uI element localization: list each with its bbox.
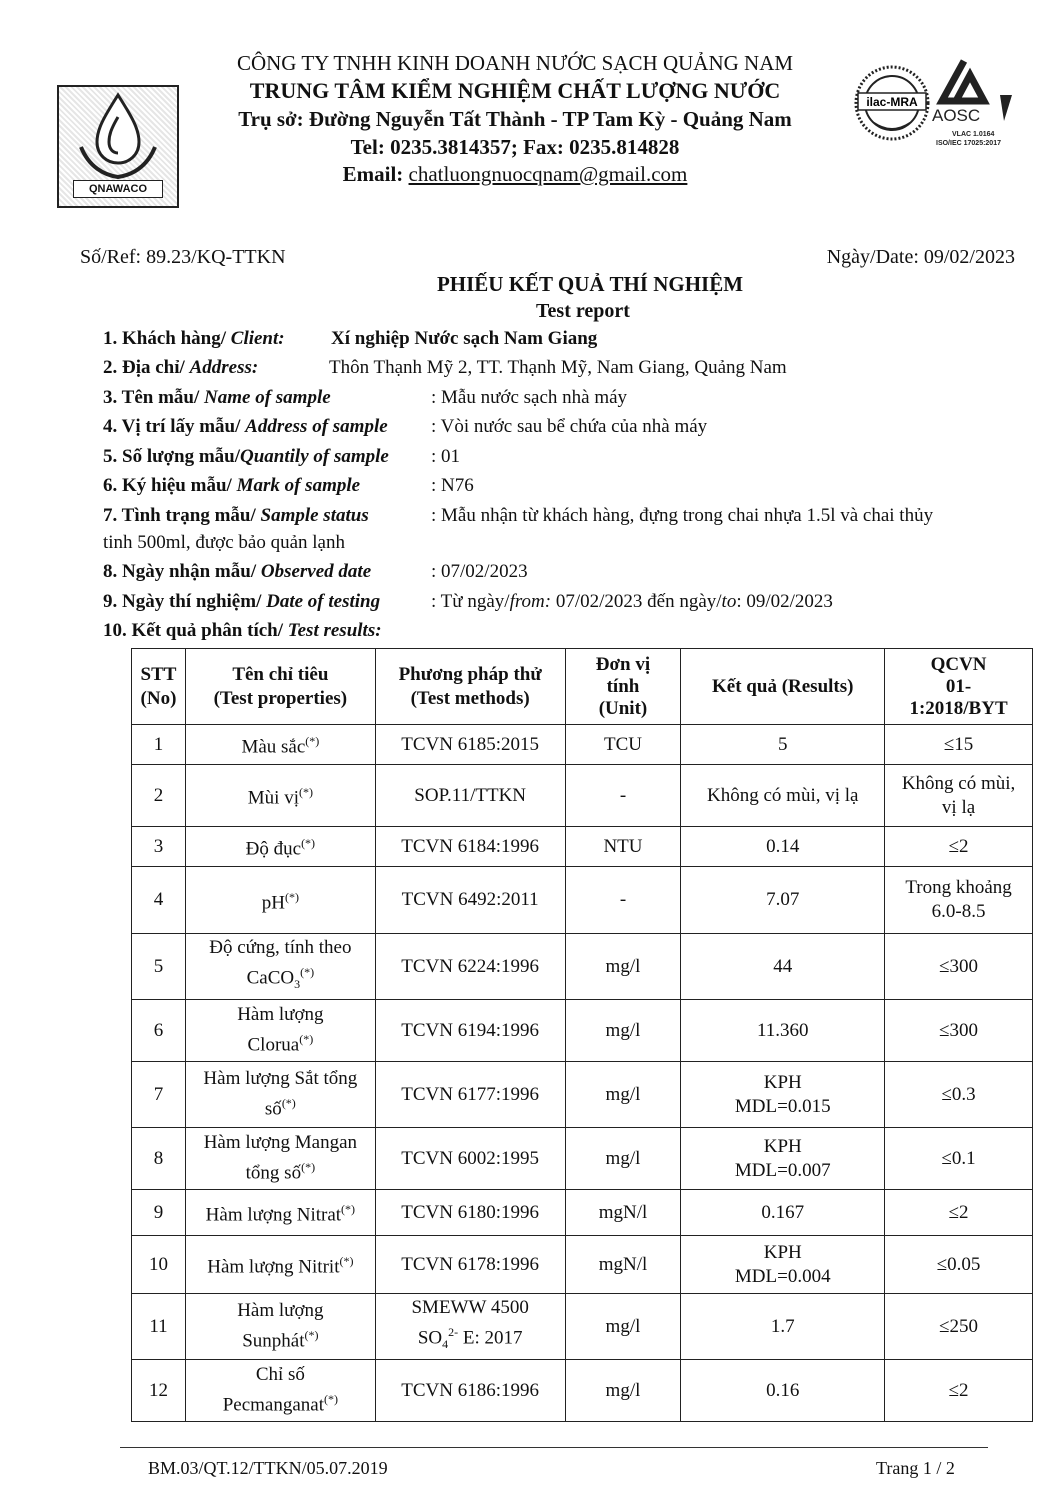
table-cell: ≤300 (885, 934, 1033, 1000)
table-cell (185, 1294, 375, 1360)
quantity-value: : 01 (431, 446, 461, 467)
text-fragment: (*) (284, 889, 299, 904)
table-cell: 44 (681, 934, 885, 1000)
table-cell: 4 (132, 867, 186, 934)
svg-text:VLAC 1.0164: VLAC 1.0164 (952, 131, 995, 138)
text-fragment: 01- (945, 675, 972, 697)
text-fragment: SMEWW 4500 (411, 1297, 529, 1319)
header-method (375, 649, 565, 725)
table-header-row (132, 649, 1033, 725)
info-testing-date (103, 591, 833, 613)
text-fragment: (*) (304, 1328, 319, 1343)
text-fragment: from: (509, 591, 552, 612)
text-fragment: số (264, 1098, 282, 1120)
company-name: CÔNG TY TNHH KINH DOANH NƯỚC SẠCH QUẢNG NAM (236, 51, 794, 75)
table-cell: TCVN 6224:1996 (375, 934, 565, 1000)
info-sample-address (103, 416, 708, 438)
text-fragment: MDL=0.007 (734, 1159, 831, 1181)
text-fragment: (No) (140, 687, 177, 709)
client-value: Xí nghiệp Nước sạch Nam Giang (331, 328, 598, 349)
text-fragment: Pecmanganat (222, 1394, 325, 1416)
sample-name-value: : Mẫu nước sạch nhà máy (431, 387, 628, 408)
text-fragment: Client: (230, 328, 285, 349)
text-fragment: (*) (341, 1202, 356, 1217)
table-cell: - (565, 765, 681, 827)
table-row (132, 934, 1033, 1000)
text-fragment: (*) (299, 1032, 314, 1047)
text-fragment: (Test properties) (213, 687, 348, 709)
text-fragment: Trong khoảng (905, 877, 1012, 898)
text-fragment: CaCO (246, 967, 295, 989)
text-fragment: Hàm lượng Sắt tổng (203, 1068, 358, 1090)
text-fragment: Tên chỉ tiêu (232, 663, 329, 685)
text-fragment: : Từ ngày/ (431, 591, 510, 612)
text-fragment: : 09/02/2023 (736, 591, 833, 612)
info-address (103, 357, 787, 379)
table-cell: 1 (132, 725, 186, 765)
table-cell: 0.16 (681, 1360, 885, 1422)
form-code: BM.03/QT.12/TTKN/05.07.2019 (148, 1458, 388, 1478)
text-fragment: MDL=0.004 (734, 1265, 831, 1287)
text-fragment: Độ đục (245, 838, 302, 860)
table-cell: TCVN 6178:1996 (375, 1236, 565, 1294)
table-cell: NTU (565, 827, 681, 867)
info-sample-name (103, 387, 628, 409)
email-label: Email: (342, 162, 409, 186)
table-cell: mg/l (565, 1062, 681, 1128)
info-status (103, 505, 934, 527)
text-fragment: Hàm lượng Nitrat (205, 1204, 342, 1226)
table-cell: mg/l (565, 1000, 681, 1062)
table-cell (185, 725, 375, 765)
table-cell: 11 (132, 1294, 186, 1360)
table-row (132, 1190, 1033, 1236)
table-row (132, 1062, 1033, 1128)
table-cell: 11.360 (681, 1000, 885, 1062)
text-fragment: Đơn vị (595, 653, 651, 675)
text-fragment: (*) (339, 1254, 354, 1269)
text-fragment: Test results: (287, 620, 382, 641)
table-cell: mgN/l (565, 1236, 681, 1294)
reference-number: Số/Ref: 89.23/KQ-TTKN (80, 246, 286, 268)
text-fragment: KPH (763, 1071, 802, 1093)
text-fragment: QCVN (930, 653, 987, 675)
text-fragment: Chỉ số (255, 1364, 305, 1386)
info-mark (103, 475, 474, 497)
table-cell: mg/l (565, 1294, 681, 1360)
text-fragment: 4 (442, 1337, 449, 1352)
text-fragment: to (721, 591, 737, 612)
text-fragment: (Test methods) (410, 687, 530, 709)
text-fragment: 4. Vị trí lấy mẫu/ (103, 416, 246, 437)
table-cell: TCVN 6184:1996 (375, 827, 565, 867)
table-cell (185, 827, 375, 867)
svg-text:ISO/IEC 17025:2017: ISO/IEC 17025:2017 (936, 140, 1001, 147)
table-row (132, 867, 1033, 934)
info-observed-date (103, 561, 528, 583)
table-cell (185, 1000, 375, 1062)
text-fragment: Name of sample (204, 387, 331, 408)
text-fragment: pH (261, 892, 285, 914)
table-row (132, 1128, 1033, 1190)
table-cell: 2 (132, 765, 186, 827)
status-value: : Mẫu nhận từ khách hàng, đựng trong chai nhựa 1.5l và chai thủy (431, 505, 934, 526)
text-fragment: 2- (448, 1325, 459, 1340)
text-fragment: Address of sample (245, 416, 388, 437)
text-fragment: Address: (189, 357, 259, 378)
text-fragment: 1:2018/BYT (909, 697, 1008, 719)
header-name (185, 649, 375, 725)
text-fragment: 07/02/2023 đến ngày/ (551, 591, 722, 612)
table-cell (185, 867, 375, 934)
svg-text:ilac-MRA: ilac-MRA (866, 95, 918, 109)
table-cell (375, 1294, 565, 1360)
text-fragment: Mark of sample (236, 475, 361, 496)
text-fragment: (*) (301, 1160, 316, 1175)
table-cell: 0.167 (681, 1190, 885, 1236)
text-fragment: (*) (305, 734, 320, 749)
company-address: Trụ sở: Đường Nguyễn Tất Thành - TP Tam Kỳ - Quảng Nam (238, 107, 792, 131)
text-fragment: Date of testing (266, 591, 381, 612)
table-cell: 5 (681, 725, 885, 765)
text-fragment: Hàm lượng Nitrit (207, 1256, 340, 1278)
ilac-mra-icon (856, 67, 928, 139)
table-cell: 5 (132, 934, 186, 1000)
text-fragment: Không có mùi, (901, 772, 1016, 794)
text-fragment: Hàm lượng Mangan (203, 1132, 358, 1154)
table-cell: ≤2 (885, 1360, 1033, 1422)
text-fragment: tổng số (245, 1162, 302, 1184)
info-quantity (103, 446, 461, 468)
text-fragment: Độ cứng, tính theo (209, 937, 352, 959)
table-cell (681, 1128, 885, 1190)
info-results-label (103, 620, 382, 642)
table-cell (185, 1360, 375, 1422)
text-fragment: Observed date (260, 561, 372, 582)
text-fragment: SO (417, 1327, 443, 1349)
table-cell (681, 1236, 885, 1294)
text-fragment: 2. Địa chỉ/ (103, 357, 190, 378)
text-fragment: Sample status (260, 505, 369, 526)
text-fragment: STT (140, 663, 177, 685)
text-fragment: 8. Ngày nhận mẫu/ (103, 561, 261, 582)
text-fragment: (*) (298, 785, 313, 800)
text-fragment: 5. Số lượng mẫu/ (103, 446, 241, 467)
table-cell: ≤300 (885, 1000, 1033, 1062)
report-date: Ngày/Date: 09/02/2023 (826, 246, 1015, 268)
text-fragment: Sunphát (242, 1330, 305, 1352)
table-cell: ≤250 (885, 1294, 1033, 1360)
testing-date-value (431, 591, 833, 613)
email-link[interactable]: chatluongnuocqnam@gmail.com (408, 162, 688, 186)
footer-divider (120, 1447, 988, 1448)
info-client (103, 328, 598, 350)
text-fragment: tính (606, 675, 640, 697)
table-cell: mg/l (565, 1360, 681, 1422)
page-number: Trang 1 / 2 (876, 1458, 955, 1478)
text-fragment: Clorua (247, 1034, 300, 1056)
table-cell: 10 (132, 1236, 186, 1294)
table-cell (885, 867, 1033, 934)
table-cell: 8 (132, 1128, 186, 1190)
table-cell: 1.7 (681, 1294, 885, 1360)
company-email-line (180, 161, 850, 187)
text-fragment: 6. Ký hiệu mẫu/ (103, 475, 237, 496)
center-name: TRUNG TÂM KIỂM NGHIỆM CHẤT LƯỢNG NƯỚC (249, 78, 781, 103)
table-cell (185, 1128, 375, 1190)
table-row (132, 765, 1033, 827)
table-cell (885, 765, 1033, 827)
table-cell: TCU (565, 725, 681, 765)
text-fragment: 3 (294, 977, 301, 992)
table-cell: mg/l (565, 934, 681, 1000)
text-fragment: 1. Khách hàng/ (103, 328, 231, 349)
address-value: Thôn Thạnh Mỹ 2, TT. Thạnh Mỹ, Nam Giang, Quảng Nam (329, 357, 787, 378)
table-cell: 12 (132, 1360, 186, 1422)
table-row (132, 1360, 1033, 1422)
text-fragment: Hàm lượng (237, 1004, 324, 1026)
table-cell: ≤0.1 (885, 1128, 1033, 1190)
table-cell: ≤2 (885, 1190, 1033, 1236)
table-cell: 0.14 (681, 827, 885, 867)
text-fragment: Màu sắc (241, 736, 306, 758)
table-cell: 6 (132, 1000, 186, 1062)
table-cell: TCVN 6194:1996 (375, 1000, 565, 1062)
text-fragment: (*) (301, 836, 316, 851)
text-fragment: (*) (324, 1392, 339, 1407)
table-cell (185, 765, 375, 827)
table-cell: SOP.11/TTKN (375, 765, 565, 827)
table-cell (185, 934, 375, 1000)
table-cell: ≤2 (885, 827, 1033, 867)
table-cell: ≤0.3 (885, 1062, 1033, 1128)
table-cell: mg/l (565, 1128, 681, 1190)
status-value-cont: tinh 500ml, được bảo quản lạnh (103, 532, 345, 553)
sample-address-value: : Vòi nước sau bể chứa của nhà máy (431, 416, 708, 437)
table-cell (185, 1062, 375, 1128)
text-fragment: KPH (763, 1241, 802, 1263)
table-cell (185, 1236, 375, 1294)
header-result: Kết quả (Results) (681, 649, 885, 725)
table-row (132, 1236, 1033, 1294)
table-row (132, 1000, 1033, 1062)
table-cell: 7 (132, 1062, 186, 1128)
table-cell: ≤15 (885, 725, 1033, 765)
text-fragment: E: 2017 (458, 1327, 523, 1349)
results-table (131, 648, 1033, 1422)
table-cell: TCVN 6185:2015 (375, 725, 565, 765)
text-fragment: 3. Tên mẫu/ (103, 387, 205, 408)
table-row (132, 725, 1033, 765)
water-drop-icon (59, 87, 177, 182)
table-cell: TCVN 6180:1996 (375, 1190, 565, 1236)
table-cell (681, 1062, 885, 1128)
company-logo (57, 85, 179, 208)
observed-date-value: : 07/02/2023 (431, 561, 528, 582)
text-fragment: 10. Kết quả phân tích/ (103, 620, 288, 641)
text-fragment: Hàm lượng (237, 1300, 324, 1322)
table-cell: TCVN 6002:1995 (375, 1128, 565, 1190)
table-cell: mgN/l (565, 1190, 681, 1236)
table-cell: TCVN 6186:1996 (375, 1360, 565, 1422)
header-qcvn (885, 649, 1033, 725)
text-fragment: 9. Ngày thí nghiệm/ (103, 591, 267, 612)
table-row (132, 1294, 1033, 1360)
company-phone: Tel: 0235.3814357; Fax: 0235.814828 (350, 135, 680, 159)
table-cell: TCVN 6177:1996 (375, 1062, 565, 1128)
report-title: PHIẾU KẾT QUẢ THÍ NGHIỆM (436, 272, 744, 296)
text-fragment: vị lạ (941, 796, 976, 818)
text-fragment: (Unit) (598, 697, 648, 719)
text-fragment: MDL=0.015 (734, 1095, 831, 1117)
table-cell (185, 1190, 375, 1236)
mark-value: : N76 (431, 475, 474, 496)
text-fragment: (*) (300, 965, 315, 980)
header-stt (132, 649, 186, 725)
text-fragment: Quantily of sample (240, 446, 389, 467)
text-fragment: 7. Tình trạng mẫu/ (103, 505, 261, 526)
text-fragment: 6.0-8.5 (931, 901, 986, 922)
text-fragment: KPH (763, 1135, 802, 1157)
table-cell: 7.07 (681, 867, 885, 934)
text-fragment: Mùi vị (247, 787, 299, 809)
report-subtitle: Test report (536, 300, 630, 322)
table-cell: TCVN 6492:2011 (375, 867, 565, 934)
header-unit (565, 649, 681, 725)
table-row (132, 827, 1033, 867)
accreditation-logos (852, 55, 1022, 151)
table-cell: 9 (132, 1190, 186, 1236)
svg-text:AOSC: AOSC (932, 106, 981, 125)
text-fragment: (*) (281, 1096, 296, 1111)
table-cell: - (565, 867, 681, 934)
table-cell: Không có mùi, vị lạ (681, 765, 885, 827)
table-cell: ≤0.05 (885, 1236, 1033, 1294)
logo-caption: QNAWACO (73, 180, 163, 198)
aosc-icon (932, 61, 1012, 147)
table-cell: 3 (132, 827, 186, 867)
text-fragment: Phương pháp thử (398, 663, 542, 685)
